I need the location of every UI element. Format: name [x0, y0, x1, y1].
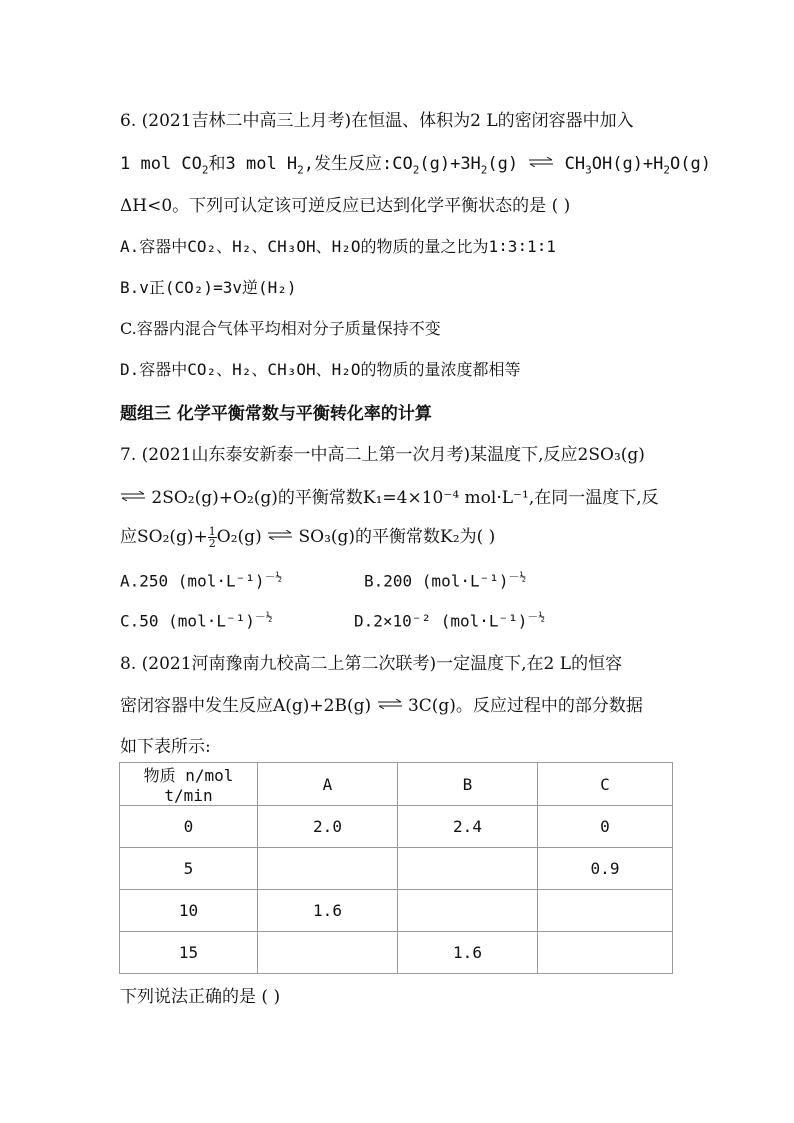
- q8-line3: 如下表所示:: [120, 737, 211, 757]
- one-half-fraction: $\frac{1}{2}$: [208, 525, 216, 550]
- q7-line1: 7. (2021山东泰安新泰一中高二上第一次月考)某温度下,反应2SO₃(g): [120, 445, 645, 465]
- q8-after-text: 下列说法正确的是 ( ): [120, 987, 281, 1007]
- table-cell: [538, 932, 673, 974]
- q6-option-d: D.容器中CO₂、H₂、CH₃OH、H₂O的物质的量浓度都相等: [120, 360, 521, 379]
- table-cell: 0: [120, 806, 258, 848]
- equilibrium-arrow-icon: [528, 157, 554, 167]
- q6-line2: 1 mol $CO_2$和3 mol $H_2$,发生反应$:CO_2(g)+3H_2(g)$ $CH_3OH(g)+H_2O(g)$: [120, 154, 711, 177]
- q6-line1: 6. (2021吉林二中高三上月考)在恒温、体积为2 L的密闭容器中加入: [120, 111, 634, 131]
- q8-line2: 密闭容器中发生反应A(g)+2B(g) 3C(g)。反应过程中的部分数据: [120, 696, 643, 716]
- table-cell: [398, 890, 538, 932]
- q6-option-a: A.容器中CO₂、H₂、CH₃OH、H₂O的物质的量之比为1∶3∶1∶1: [120, 237, 556, 256]
- q7-option-c: C.50 $(mol\cdot L^{-1})^{-\frac{1}{2}}$: [120, 610, 273, 631]
- table-cell: 1.6: [398, 932, 538, 974]
- table-cell: 15: [120, 932, 258, 974]
- q7-option-d: D.2×10⁻² $(mol\cdot L^{-1})^{-\frac{1}{2}}$: [354, 610, 546, 631]
- q6-option-c: C.容器内混合气体平均相对分子质量保持不变: [120, 319, 441, 338]
- table-cell: [258, 848, 398, 890]
- q7-line2: 2SO₂(g)+O₂(g)的平衡常数K₁=4×10⁻⁴ mol·L⁻¹,在同一温度下,反: [120, 483, 659, 508]
- equilibrium-arrow-icon: [120, 491, 146, 501]
- table-header-cell: A: [258, 763, 398, 806]
- table-row: [120, 806, 673, 848]
- table-cell: 5: [120, 848, 258, 890]
- q8-data-table: [119, 762, 673, 974]
- table-cell: [258, 932, 398, 974]
- table-header-cell: B: [398, 763, 538, 806]
- table-cell: [538, 890, 673, 932]
- q7-line3: 应SO₂(g)+ $\frac{1}{2}$ O₂(g) SO₃(g)的平衡常数K₂为( ): [120, 525, 496, 550]
- table-cell: [398, 848, 538, 890]
- table-cell: 0: [538, 806, 673, 848]
- table-header-row: [120, 763, 673, 806]
- q7-option-a: A.250 $(mol\cdot L^{-1})^{-\frac{1}{2}}$: [120, 570, 283, 591]
- q7-option-b: B.200 $(mol\cdot L^{-1})^{-\frac{1}{2}}$: [364, 570, 527, 591]
- table-header-cell: 物质 n/mol t/min: [120, 763, 258, 806]
- q8-line1: 8. (2021河南豫南九校高二上第二次联考)一定温度下,在2 L的恒容: [120, 654, 623, 674]
- table-cell: 1.6: [258, 890, 398, 932]
- equilibrium-arrow-icon: [267, 530, 293, 540]
- table-row: [120, 932, 673, 974]
- table-cell: 2.0: [258, 806, 398, 848]
- q6-line3: ΔH<0。下列可认定该可逆反应已达到化学平衡状态的是 ( ): [120, 196, 571, 216]
- table-row: [120, 848, 673, 890]
- table-cell: 2.4: [398, 806, 538, 848]
- equilibrium-arrow-icon: [377, 699, 403, 709]
- table-cell: 0.9: [538, 848, 673, 890]
- section-heading: 题组三 化学平衡常数与平衡转化率的计算: [120, 404, 432, 424]
- table-row: [120, 890, 673, 932]
- table-cell: 10: [120, 890, 258, 932]
- q6-option-b: B.v正(CO₂)=3v逆(H₂): [120, 278, 297, 297]
- table-header-cell: C: [538, 763, 673, 806]
